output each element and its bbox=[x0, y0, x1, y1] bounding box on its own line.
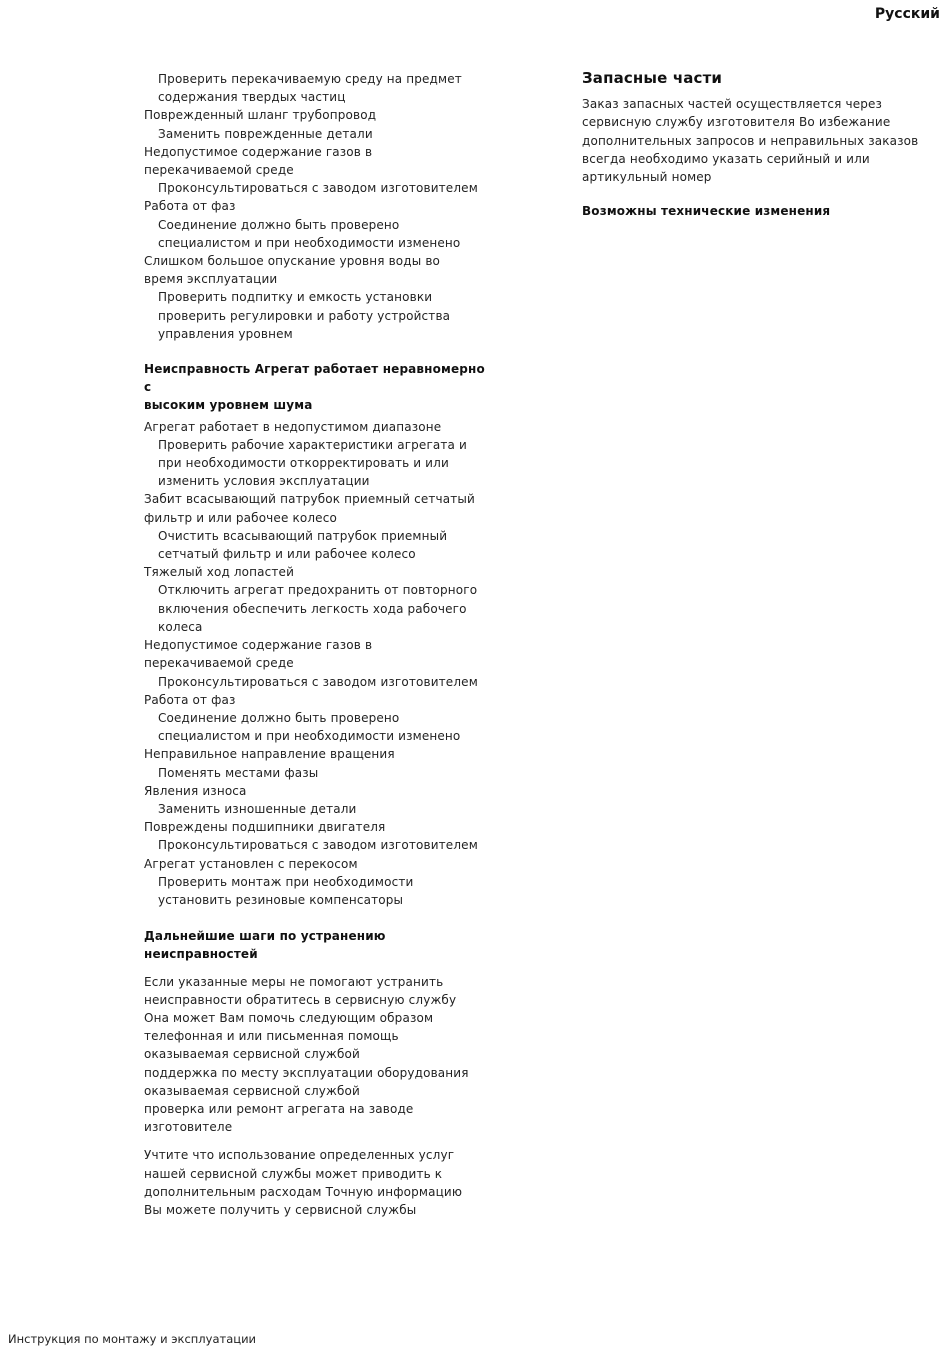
paragraph-line: сервисную службу изготовителя Во избежание bbox=[582, 115, 891, 130]
remedy-line: проверить регулировки и работу устройства bbox=[158, 308, 451, 323]
remedy-line: специалистом и при необходимости изменено bbox=[158, 235, 461, 250]
cause-line: Поврежденный шланг трубопровод bbox=[144, 108, 377, 123]
fault-heading-line: высоким уровнем шума bbox=[144, 398, 313, 413]
cause-line: Работа от фаз bbox=[144, 199, 236, 214]
cause-line: Забит всасывающий патрубок приемный сетчатый bbox=[144, 492, 476, 507]
paragraph-line: дополнительных запросов и неправильных заказов bbox=[582, 133, 919, 148]
remedy-line: Проверить монтаж при необходимости bbox=[158, 874, 414, 889]
cause-line: Явления износа bbox=[144, 783, 247, 798]
remedy-line: включения обеспечить легкость хода рабочего bbox=[158, 601, 467, 616]
paragraph-line: артикульный номер bbox=[582, 170, 712, 185]
further-steps-heading: Дальнейшие шаги по устранению неисправностей bbox=[144, 929, 386, 962]
paragraph-line: Она может Вам помочь следующим образом bbox=[144, 1010, 434, 1025]
cause-line: Агрегат установлен с перекосом bbox=[144, 856, 358, 871]
cause-line: Повреждены подшипники двигателя bbox=[144, 820, 386, 835]
remedy-line: Соединение должно быть проверено bbox=[158, 217, 400, 232]
top-troubleshoot-list bbox=[144, 70, 494, 343]
paragraph-line: Вы можете получить у сервисной службы bbox=[144, 1202, 417, 1217]
paragraph-line: Заказ запасных частей осуществляется через bbox=[582, 97, 883, 112]
paragraph-line: дополнительным расходам Точную информацию bbox=[144, 1184, 463, 1199]
paragraph-line: проверка или ремонт агрегата на заводе bbox=[144, 1101, 414, 1116]
fault-heading-line: Неисправность Агрегат работает неравномерно с bbox=[144, 362, 485, 395]
right-column bbox=[582, 69, 927, 223]
paragraph-line: Учтите что использование определенных услуг bbox=[144, 1148, 455, 1163]
remedy-line: Проверить перекачиваемую среду на предмет bbox=[158, 72, 462, 86]
remedy-line: Проконсультироваться с заводом изготовителем bbox=[158, 674, 478, 689]
remedy-line: содержания твердых частиц bbox=[158, 90, 346, 105]
remedy-line: Отключить агрегат предохранить от повторного bbox=[158, 583, 478, 598]
cause-line: перекачиваемой среде bbox=[144, 163, 294, 178]
paragraph-line: Если указанные меры не помогают устранить bbox=[144, 974, 444, 989]
paragraph-line: оказываемая сервисной службой bbox=[144, 1047, 360, 1062]
cause-line: Слишком большое опускание уровня воды во bbox=[144, 254, 441, 269]
further-steps-paragraph bbox=[144, 973, 494, 1137]
spare-parts-paragraph bbox=[582, 95, 927, 186]
remedy-line: Поменять местами фазы bbox=[158, 765, 319, 780]
footer-title: Инструкция по монтажу и эксплуатации bbox=[8, 1332, 257, 1346]
paragraph-line: телефонная и или письменная помощь bbox=[144, 1029, 399, 1044]
remedy-line: Очистить всасывающий патрубок приемный bbox=[158, 528, 448, 543]
cause-line: Агрегат работает в недопустимом диапазоне bbox=[144, 419, 442, 434]
remedy-line: Соединение должно быть проверено bbox=[158, 710, 400, 725]
left-column bbox=[144, 70, 494, 1229]
cause-line: Недопустимое содержание газов в bbox=[144, 144, 373, 159]
remedy-line: Проконсультироваться с заводом изготовителем bbox=[158, 838, 478, 853]
cause-line: перекачиваемой среде bbox=[144, 656, 294, 671]
remedy-line: Заменить изношенные детали bbox=[158, 801, 357, 816]
remedy-line: изменить условия эксплуатации bbox=[158, 474, 370, 489]
remedy-line: сетчатый фильтр и или рабочее колесо bbox=[158, 547, 416, 562]
cause-line: время эксплуатации bbox=[144, 272, 278, 287]
fault-troubleshoot-list bbox=[144, 418, 494, 909]
cause-line: Тяжелый ход лопастей bbox=[144, 565, 295, 580]
remedy-line: установить резиновые компенсаторы bbox=[158, 892, 404, 907]
paragraph-line: оказываемая сервисной службой bbox=[144, 1083, 360, 1098]
remedy-line: Проверить подпитку и емкость установки bbox=[158, 290, 433, 305]
language-label: Русский bbox=[874, 6, 940, 22]
paragraph-line: неисправности обратитесь в сервисную службу bbox=[144, 992, 457, 1007]
paragraph-line: всегда необходимо указать серийный и или bbox=[582, 151, 870, 166]
remedy-line: Проконсультироваться с заводом изготовителем bbox=[158, 181, 478, 196]
paragraph-line: изготовителе bbox=[144, 1120, 233, 1135]
cause-line: фильтр и или рабочее колесо bbox=[144, 510, 337, 525]
cause-line: Неправильное направление вращения bbox=[144, 747, 395, 762]
remedy-line: Заменить поврежденные детали bbox=[158, 126, 373, 141]
fault-heading bbox=[144, 360, 494, 415]
spare-parts-heading: Запасные части bbox=[582, 69, 723, 87]
remedy-line: Проверить рабочие характеристики агрегата и bbox=[158, 437, 467, 452]
remedy-line: специалистом и при необходимости изменено bbox=[158, 729, 461, 744]
service-costs-paragraph bbox=[144, 1146, 494, 1219]
paragraph-line: нашей сервисной службы может приводить к bbox=[144, 1166, 443, 1181]
remedy-line: колеса bbox=[158, 619, 203, 634]
remedy-line: управления уровнем bbox=[158, 326, 293, 341]
cause-line: Недопустимое содержание газов в bbox=[144, 638, 373, 653]
paragraph-line: поддержка по месту эксплуатации оборудования bbox=[144, 1065, 469, 1080]
technical-changes-note: Возможны технические изменения bbox=[582, 204, 831, 219]
cause-line: Работа от фаз bbox=[144, 692, 236, 707]
remedy-line: при необходимости откорректировать и или bbox=[158, 456, 449, 471]
